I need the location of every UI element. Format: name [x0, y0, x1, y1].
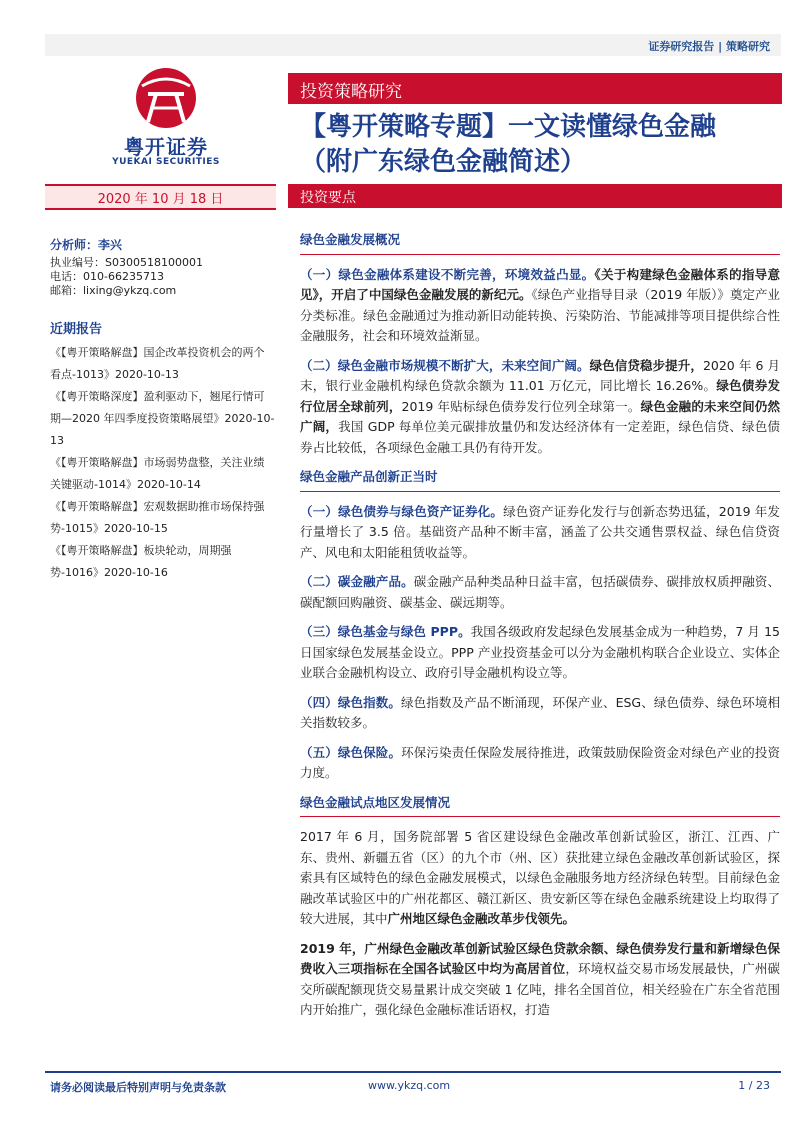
report-title-line2: （附广东绿色金融简述） [300, 147, 587, 177]
recent-report-item[interactable]: 《【粤开策略深度】盈利驱动下，翘尾行情可期—2020 年四季度投资策略展望》2020-10-13 [50, 390, 275, 447]
main-content [300, 230, 780, 1030]
report-title [300, 110, 780, 180]
recent-reports-title: 近期报告 [50, 322, 103, 337]
report-type: 证券研究报告 | 策略研究 [648, 40, 770, 53]
report-title-line1: 【粤开策略专题】一文读懂绿色金融 [300, 112, 717, 142]
recent-report-item[interactable]: 《【粤开策略解盘】板块轮动，周期强势-1016》2020-10-16 [50, 544, 232, 579]
paragraph: （一）绿色金融体系建设不断完善，环境效益凸显。《关于构建绿色金融体系的指导意见》，开启了中国绿色金融发展的新纪元。《绿色产业指导目录（2019 年版）》奠定产业分类标准。绿色金融通过为推动新旧动能转换、污染防治、节能减排等项目提供综合性金融服务，社会和环境效益渐显。 [300, 266, 780, 343]
footer-disclaimer[interactable]: 请务必阅读最后特别声明与免责条款 [50, 1081, 226, 1094]
analyst-license: 执业编号：S0300518100001 [50, 256, 203, 269]
recent-report-item[interactable]: 《【粤开策略解盘】市场弱势盘整，关注业绩关键驱动-1014》2020-10-14 [50, 456, 265, 491]
paragraph: 2019 年，广州绿色金融改革创新试验区绿色贷款余额、绿色债券发行量和新增绿色保费收入三项指标在全国各试验区中均为高居首位，环境权益交易市场发展最快，广州碳交所碳配额现货交易量累计成交突破 1 亿吨，排名全国首位，相关经验在广东全省范围内开始推广，强化绿色金融标准话语权，打造 [300, 940, 780, 1017]
recent-reports-list [50, 342, 275, 584]
page-number: 1 / 23 [738, 1079, 770, 1092]
section-heading: 绿色金融发展概况 [300, 230, 780, 255]
section-heading: 绿色金融试点地区发展情况 [300, 793, 780, 818]
paragraph: （三）绿色基金与绿色 PPP。我国各级政府发起绿色发展基金成为一种趋势，7 月 15 日国家绿色发展基金设立。PPP 产业投资基金可以分为金融机构联合企业设立、实体企业联合金融机构设立、政府引导金融机构设立等。 [300, 624, 780, 680]
paragraph: （二）绿色金融市场规模不断扩大，未来空间广阔。绿色信贷稳步提升，2020 年 6 月末，银行业金融机构绿色贷款余额为 11.01 万亿元，同比增长 16.26%。绿色债券发行位居全球前列，2019 年贴标绿色债券发行位列全球第一。绿色金融的未来空间仍然广阔，我国 GDP 每单位美元碳排放量仍和发达经济体有一定差距，绿色信贷、绿色债券占比较低，各项绿色金融工具仍有待开发。 [300, 357, 780, 455]
section-heading: 绿色金融产品创新正当时 [300, 467, 780, 492]
footer-url[interactable]: www.ykzq.com [368, 1079, 451, 1092]
section-label: 投资要点 [300, 190, 356, 206]
paragraph: （二）碳金融产品。碳金融产品种类品种日益丰富，包括碳债券、碳排放权质押融资、碳配额回购融资、碳基金、碳远期等。 [300, 574, 780, 610]
brand-name-en: YUEKAI SECURITIES [112, 157, 220, 167]
paragraph: 2017 年 6 月，国务院部署 5 省区建设绿色金融改革创新试验区，浙江、江西、广东、贵州、新疆五省（区）的九个市（州、区）获批建立绿色金融改革创新试验区，探索具有区域特色的绿色金融发展模式，以绿色金融服务地方经济绿色转型。目前绿色金融改革试验区中的广州花都区、赣江新区、贵安新区等在绿色金融系统建设上均取得了较大进展，其中广州地区绿色金融改革步伐领先。 [300, 829, 780, 926]
brand-name-cn: 粤开证券 [124, 135, 208, 159]
recent-report-item[interactable]: 《【粤开策略解盘】国企改革投资机会的两个看点-1013》2020-10-13 [50, 346, 265, 381]
footer-divider [45, 1071, 781, 1073]
analyst-email[interactable]: 邮箱：lixing@ykzq.com [50, 284, 177, 297]
logo-emblem-icon [136, 68, 196, 128]
analyst-phone: 电话：010-66235713 [50, 270, 164, 283]
paragraph: （一）绿色债券与绿色资产证券化。绿色资产证券化发行与创新态势迅猛，2019 年发行量增长了 3.5 倍。基础资产品种不断丰富，涵盖了公共交通售票权益、绿色信贷资产、风电和太阳能租赁收益等。 [300, 503, 780, 560]
recent-report-item[interactable]: 《【粤开策略解盘】宏观数据助推市场保持强势-1015》2020-10-15 [50, 500, 265, 535]
section-bar [288, 184, 782, 208]
paragraph: （五）绿色保险。环保污染责任保险发展待推进，政策鼓励保险资金对绿色产业的投资力度。 [300, 744, 780, 780]
analyst-title: 分析师：李兴 [50, 238, 123, 252]
report-date: 2020 年 10 月 18 日 [97, 192, 224, 207]
paragraph: （四）绿色指数。绿色指数及产品不断涌现，环保产业、ESG、绿色债券、绿色环境相关指数较多。 [300, 694, 780, 730]
category-label: 投资策略研究 [300, 82, 402, 102]
